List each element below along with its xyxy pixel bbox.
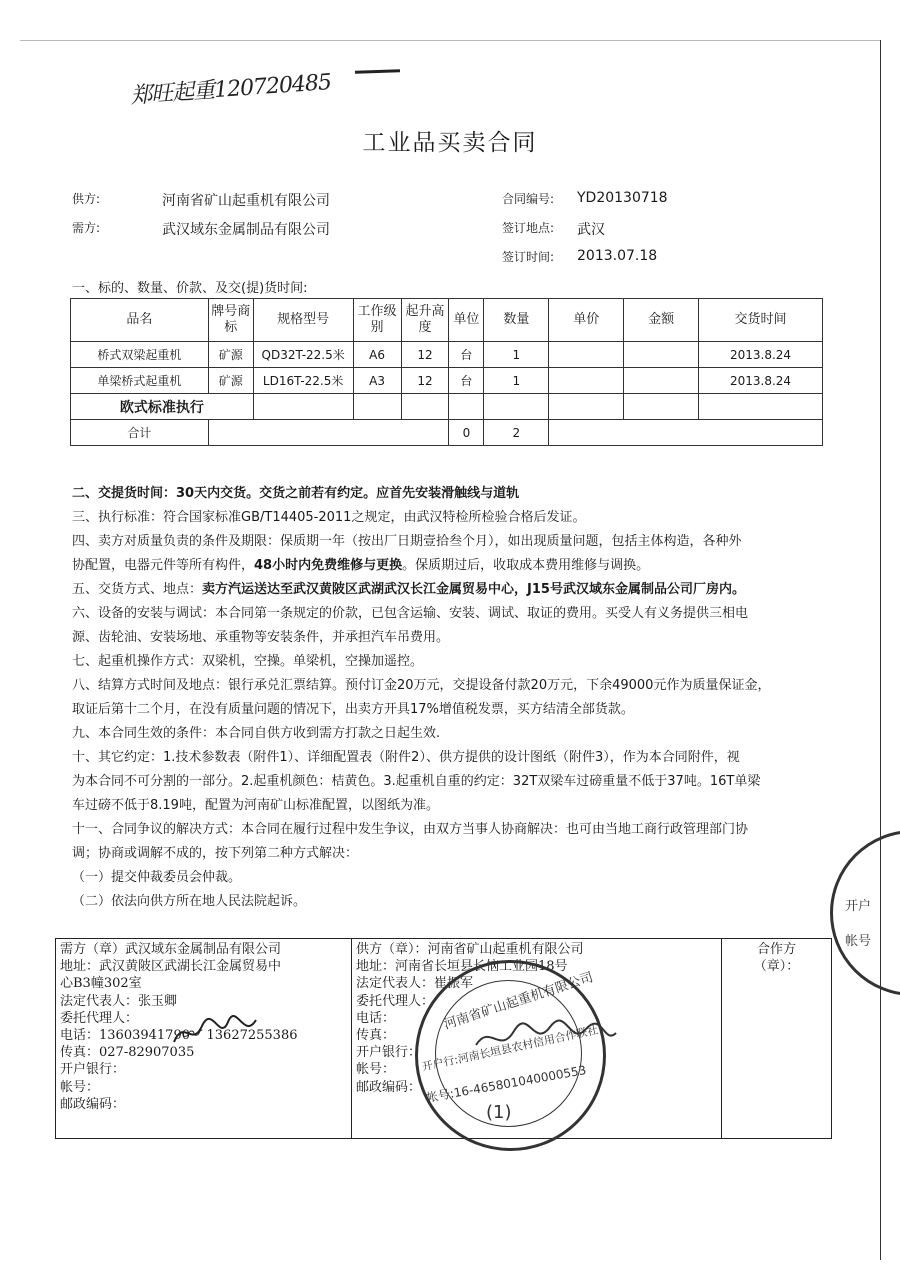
standard-row	[71, 394, 823, 420]
table-cell: 桥式双梁起重机	[71, 342, 209, 368]
header-cell: 工作级别	[353, 299, 401, 342]
table-cell: 单梁桥式起重机	[71, 368, 209, 394]
clause-4: 四、卖方对质量负责的条件及期限：保质期一年（按出厂日期壹拾叁个月），如出现质量问题，包括主体构造，各种外 协配置，电器元件等所有构件，48小时内免费维修与更换。保质期过后，收取成本费用维修与调换。	[72, 534, 742, 573]
scan-edge-top	[20, 40, 880, 41]
clause-7: 七、起重机操作方式：双梁机，空操。单梁机，空操加遥控。	[72, 654, 424, 669]
clause-6: 六、设备的安装与调试：本合同第一条规定的价款，已包含运输、安装、调试、取证的费用。买受人有义务提供三相电 源、齿轮油、安装场地、承重物等安装条件，并承担汽车吊费用。	[72, 606, 749, 645]
handwritten-dash	[355, 69, 400, 74]
buyer-name: 武汉域东金属制品有限公司	[162, 222, 330, 238]
buyer-signature-scribble	[170, 1012, 260, 1052]
header-cell: 品名	[71, 299, 209, 342]
contract-no: YD20130718	[577, 190, 668, 206]
clause-2: 二、交提货时间：30天内交货。交货之前若有约定。应首先安装滑触线与道轨	[72, 486, 520, 501]
table-cell: 矿源	[208, 368, 253, 394]
table-cell: 矿源	[208, 342, 253, 368]
total-label: 合计	[71, 420, 209, 446]
header-cell: 牌号商标	[208, 299, 253, 342]
buyer-handwritten-signature: 〰︎	[176, 1021, 202, 1050]
items-table	[70, 298, 823, 446]
standard-cell: 欧式标准执行	[71, 394, 254, 420]
header-cell: 数量	[484, 299, 549, 342]
seal-text-company: 河南省矿山起重机有限公司	[442, 970, 596, 1033]
table-cell: LD16T-22.5米	[253, 368, 353, 394]
table-cell: 1	[484, 368, 549, 394]
clause-8: 八、结算方式时间及地点：银行承兑汇票结算。预付订金20万元，交提设备付款20万元，下余49000元作为质量保证金， 取证后第十二个月，在没有质量问题的情况下，出卖方开具17%增值税发票，买方结清全部货款。	[72, 678, 771, 717]
header-cell: 金额	[624, 299, 699, 342]
table-cell: 台	[449, 342, 484, 368]
scan-edge-right	[880, 40, 881, 1260]
partner-seal-text-1: 开户	[845, 899, 872, 914]
buyer-label: 需方:	[72, 221, 101, 235]
table-header-row	[71, 299, 823, 342]
table-cell	[624, 368, 699, 394]
table-cell: 12	[401, 342, 449, 368]
table-cell: A3	[353, 368, 401, 394]
seal-text-account: 帐号:16-465801040000553	[425, 1063, 588, 1105]
table-cell: 台	[449, 368, 484, 394]
clause-11: 十一、合同争议的解决方式：本合同在履行过程中发生争议，由双方当事人协商解决：也可由当地工商行政管理部门协 调；协商或调解不成的，按下列第二种方式解决： （一）提交仲裁委员会仲裁。 （二）依法向供方所在地人民法院起诉。	[72, 822, 749, 909]
clause-9: 九、本合同生效的条件：本合同自供方收到需方打款之日起生效.	[72, 726, 441, 741]
table-cell: 2013.8.24	[699, 368, 823, 394]
handwritten-note: 郑旺起重120720485	[129, 70, 332, 109]
header-cell: 单位	[449, 299, 484, 342]
buyer-signature-block: 需方（章）武汉域东金属制品有限公司 地址：武汉黄陂区武湖长江金属贸易中 心B3幢302室 法定代表人：张玉卿 委托代理人： 电话：13603941790 13627255386 传真：027-82907035 开户银行： 帐号： 邮政编码：	[56, 939, 352, 1138]
partner-signature-block: 合作方 （章）：	[753, 942, 800, 975]
table-row	[71, 368, 823, 394]
table-cell: A6	[353, 342, 401, 368]
partner-seal-text-2: 帐号	[845, 934, 872, 949]
supplier-signature-block: 供方（章）：河南省矿山起重机有限公司 地址：河南省长垣县长恼工业园18号 法定代表人：崔振军 委托代理人： 电话： 传真： 开户银行： 帐号： 邮政编码：	[352, 939, 722, 1138]
table-cell	[549, 342, 624, 368]
total-row	[71, 420, 823, 446]
header-cell: 单价	[549, 299, 624, 342]
table-row	[71, 342, 823, 368]
supplier-label: 供方:	[72, 192, 101, 206]
seal-text-bank: 开户行:河南长垣县农村信用合作联社	[420, 1023, 600, 1074]
header-cell: 规格型号	[253, 299, 353, 342]
document-title: 工业品买卖合同	[362, 130, 538, 156]
sign-place-label: 签订地点:	[502, 221, 555, 235]
supplier-name: 河南省矿山起重机有限公司	[162, 193, 330, 209]
clause-10: 十、其它约定：1.技术参数表（附件1）、详细配置表（附件2）、供方提供的设计图纸（附件3），作为本合同附件，视 为本合同不可分割的一部分。2.起重机颜色：桔黄色。3.起重机自重的约定：32T双梁车过磅重量不低于37吨。16T单梁 车过磅不低于8.19吨，配置为河南矿山标准配置，以图纸为准。	[72, 750, 761, 813]
total-unit: 0	[449, 420, 484, 446]
sign-date-label: 签订时间:	[502, 250, 555, 264]
contract-no-label: 合同编号:	[502, 192, 555, 206]
clause-3: 三、执行标准：符合国家标准GB/T14405-2011之规定，由武汉特检所检验合格后发证。	[72, 510, 586, 525]
table-cell	[624, 342, 699, 368]
sign-date: 2013.07.18	[577, 248, 658, 264]
section1-heading: 一、标的、数量、价款、及交(提)货时间:	[72, 281, 308, 296]
total-qty: 2	[484, 420, 549, 446]
seal-text-number: (1)	[486, 1102, 512, 1123]
table-cell: 1	[484, 342, 549, 368]
header-cell: 交货时间	[699, 299, 823, 342]
table-cell	[549, 368, 624, 394]
clause-5: 五、交货方式、地点：卖方汽运送达至武汉黄陂区武湖武汉长江金属贸易中心，J15号武汉域东金属制品公司厂房内。	[72, 582, 745, 597]
table-cell: QD32T-22.5米	[253, 342, 353, 368]
sign-place: 武汉	[577, 222, 605, 238]
table-cell: 2013.8.24	[699, 342, 823, 368]
table-cell: 12	[401, 368, 449, 394]
header-cell: 起升高度	[401, 299, 449, 342]
